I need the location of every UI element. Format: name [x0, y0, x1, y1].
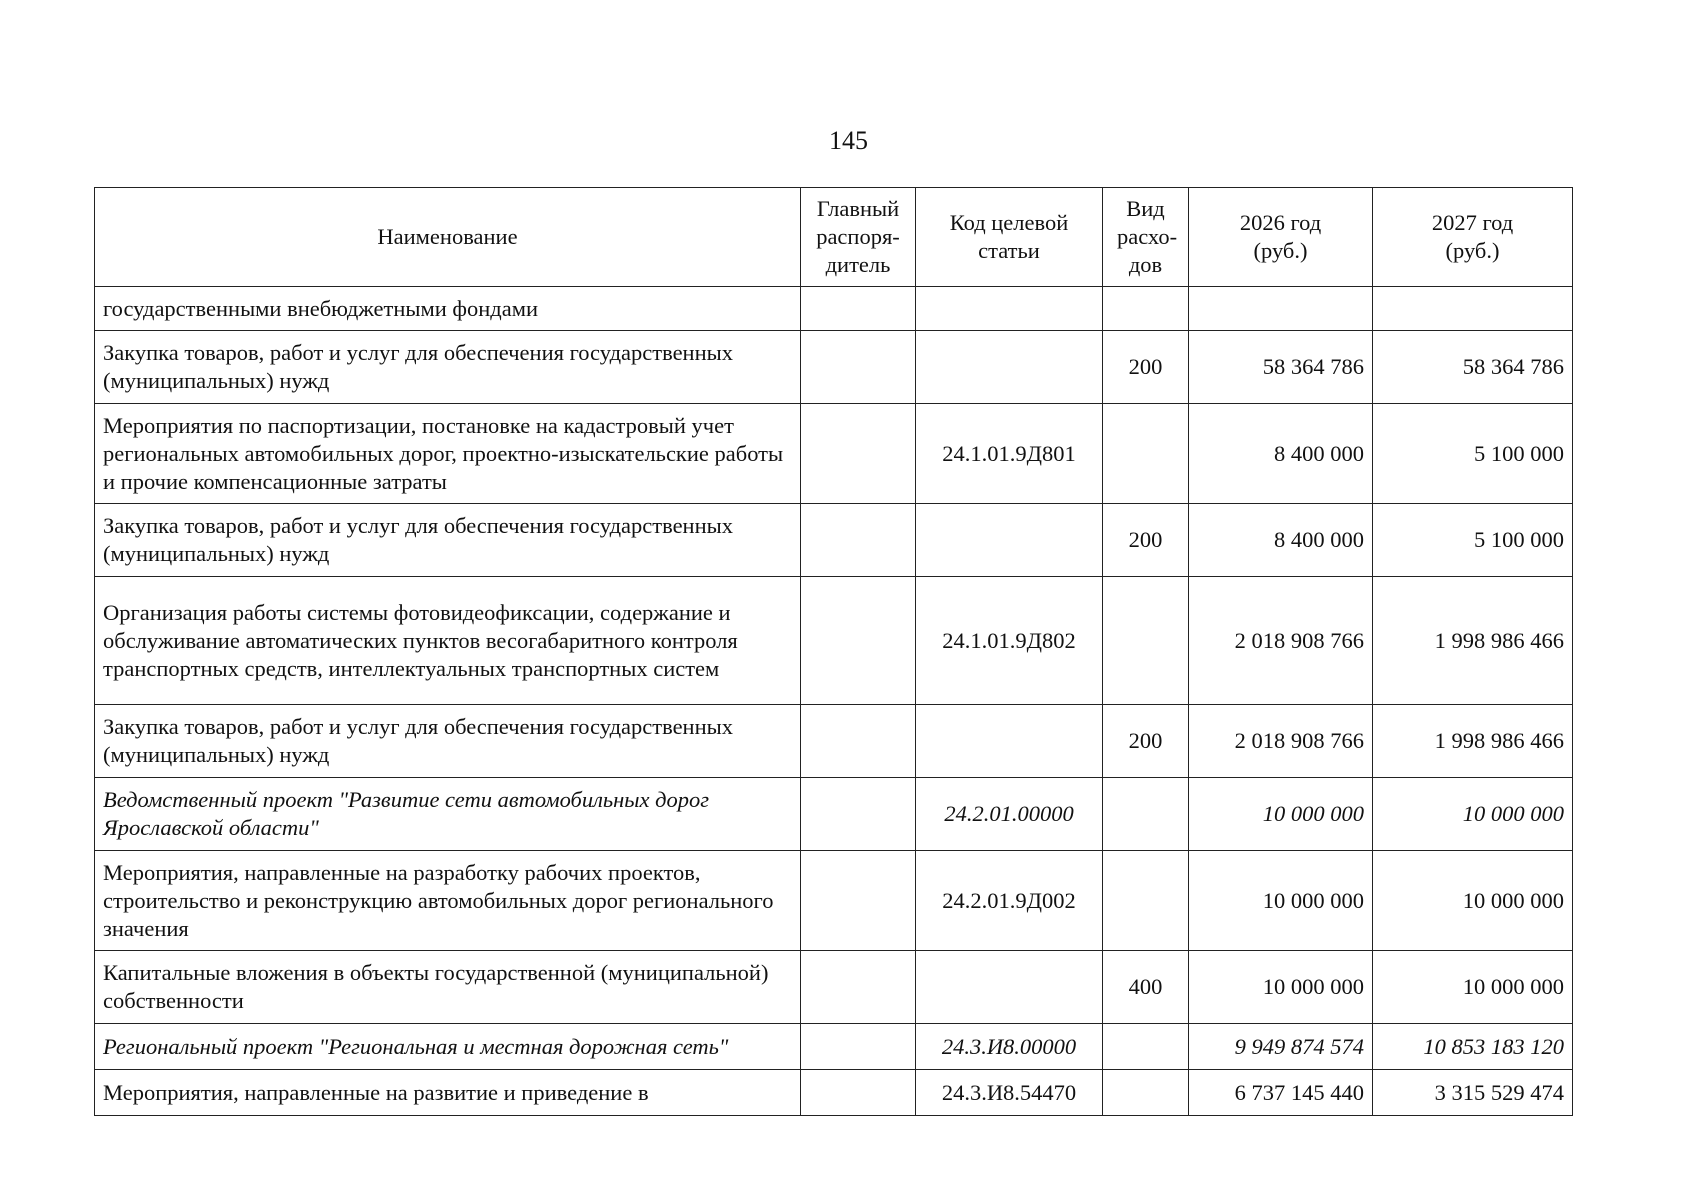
row-manager-cell: [801, 705, 916, 778]
row-target-code-cell: [916, 504, 1103, 577]
row-manager-cell: [801, 778, 916, 851]
row-target-code-cell: [916, 705, 1103, 778]
budget-table: [94, 187, 1573, 1116]
row-amount-2027-cell: 58 364 786: [1373, 331, 1573, 404]
row-amount-2027-cell: 1 998 986 466: [1373, 705, 1573, 778]
table-row: [95, 504, 1573, 577]
row-amount-2027-cell: 5 100 000: [1373, 504, 1573, 577]
row-target-code-cell: [916, 287, 1103, 331]
row-manager-cell: [801, 851, 916, 951]
row-amount-2026-cell: [1189, 287, 1373, 331]
header-main-manager: Главный распоря-дитель: [801, 188, 916, 287]
row-name-cell: Капитальные вложения в объекты государственной (муниципальной) собственности: [95, 951, 801, 1024]
row-amount-2027-cell: 10 000 000: [1373, 851, 1573, 951]
row-manager-cell: [801, 504, 916, 577]
row-amount-2027-cell: 10 853 183 120: [1373, 1024, 1573, 1070]
row-target-code-cell: 24.3.И8.54470: [916, 1070, 1103, 1116]
table-row: [95, 778, 1573, 851]
row-name-cell: Региональный проект "Региональная и местная дорожная сеть": [95, 1024, 801, 1070]
table-row: [95, 331, 1573, 404]
row-amount-2027-cell: 1 998 986 466: [1373, 577, 1573, 705]
header-name: Наименование: [95, 188, 801, 287]
row-amount-2026-cell: 8 400 000: [1189, 504, 1373, 577]
row-amount-2027-cell: [1373, 287, 1573, 331]
header-year-2026: 2026 год (руб.): [1189, 188, 1373, 287]
row-manager-cell: [801, 1070, 916, 1116]
row-amount-2026-cell: 10 000 000: [1189, 778, 1373, 851]
header-expense-type: Вид расхо-дов: [1103, 188, 1189, 287]
row-name-cell: Мероприятия, направленные на развитие и приведение в: [95, 1070, 801, 1116]
row-amount-2026-cell: 10 000 000: [1189, 951, 1373, 1024]
row-name-cell: Организация работы системы фотовидеофиксации, содержание и обслуживание автоматических пунктов весогабаритного контроля транспортных средств, интеллектуальных транспортных систем: [95, 577, 801, 705]
row-target-code-cell: 24.1.01.9Д802: [916, 577, 1103, 705]
row-expense-type-cell: 200: [1103, 705, 1189, 778]
row-target-code-cell: [916, 331, 1103, 404]
row-expense-type-cell: 200: [1103, 331, 1189, 404]
header-target-code: Код целевой статьи: [916, 188, 1103, 287]
row-expense-type-cell: [1103, 778, 1189, 851]
row-expense-type-cell: [1103, 577, 1189, 705]
row-target-code-cell: 24.1.01.9Д801: [916, 404, 1103, 504]
row-amount-2027-cell: 10 000 000: [1373, 778, 1573, 851]
row-manager-cell: [801, 577, 916, 705]
row-amount-2026-cell: 58 364 786: [1189, 331, 1373, 404]
row-target-code-cell: 24.2.01.9Д002: [916, 851, 1103, 951]
table-row: [95, 851, 1573, 951]
row-amount-2027-cell: 5 100 000: [1373, 404, 1573, 504]
row-expense-type-cell: [1103, 851, 1189, 951]
table-row: [95, 1070, 1573, 1116]
table-row: [95, 951, 1573, 1024]
row-target-code-cell: 24.2.01.00000: [916, 778, 1103, 851]
row-manager-cell: [801, 1024, 916, 1070]
row-manager-cell: [801, 287, 916, 331]
row-name-cell: Закупка товаров, работ и услуг для обеспечения государственных (муниципальных) нужд: [95, 504, 801, 577]
row-expense-type-cell: [1103, 287, 1189, 331]
row-expense-type-cell: [1103, 404, 1189, 504]
row-name-cell: Мероприятия, направленные на разработку рабочих проектов, строительство и реконструкцию автомобильных дорог регионального значения: [95, 851, 801, 951]
row-target-code-cell: [916, 951, 1103, 1024]
row-name-cell: Ведомственный проект "Развитие сети автомобильных дорог Ярославской области": [95, 778, 801, 851]
row-amount-2027-cell: 3 315 529 474: [1373, 1070, 1573, 1116]
row-name-cell: государственными внебюджетными фондами: [95, 287, 801, 331]
row-amount-2026-cell: 2 018 908 766: [1189, 705, 1373, 778]
row-manager-cell: [801, 331, 916, 404]
row-amount-2026-cell: 8 400 000: [1189, 404, 1373, 504]
row-name-cell: Закупка товаров, работ и услуг для обеспечения государственных (муниципальных) нужд: [95, 331, 801, 404]
row-amount-2026-cell: 10 000 000: [1189, 851, 1373, 951]
row-amount-2026-cell: 9 949 874 574: [1189, 1024, 1373, 1070]
row-amount-2026-cell: 2 018 908 766: [1189, 577, 1373, 705]
header-year-2027: 2027 год (руб.): [1373, 188, 1573, 287]
table-body: [95, 287, 1573, 1116]
row-amount-2027-cell: 10 000 000: [1373, 951, 1573, 1024]
row-amount-2026-cell: 6 737 145 440: [1189, 1070, 1373, 1116]
row-name-cell: Закупка товаров, работ и услуг для обеспечения государственных (муниципальных) нужд: [95, 705, 801, 778]
row-name-cell: Мероприятия по паспортизации, постановке на кадастровый учет региональных автомобильных дорог, проектно-изыскательские работы и прочие компенсационные затраты: [95, 404, 801, 504]
row-expense-type-cell: [1103, 1070, 1189, 1116]
table-row: [95, 577, 1573, 705]
row-expense-type-cell: 200: [1103, 504, 1189, 577]
table-row: [95, 1024, 1573, 1070]
row-expense-type-cell: 400: [1103, 951, 1189, 1024]
row-manager-cell: [801, 951, 916, 1024]
table-row: [95, 705, 1573, 778]
table-header-row: [95, 188, 1573, 287]
table-row: [95, 404, 1573, 504]
row-manager-cell: [801, 404, 916, 504]
row-expense-type-cell: [1103, 1024, 1189, 1070]
page-number: 145: [829, 126, 868, 155]
row-target-code-cell: 24.3.И8.00000: [916, 1024, 1103, 1070]
table-row: [95, 287, 1573, 331]
